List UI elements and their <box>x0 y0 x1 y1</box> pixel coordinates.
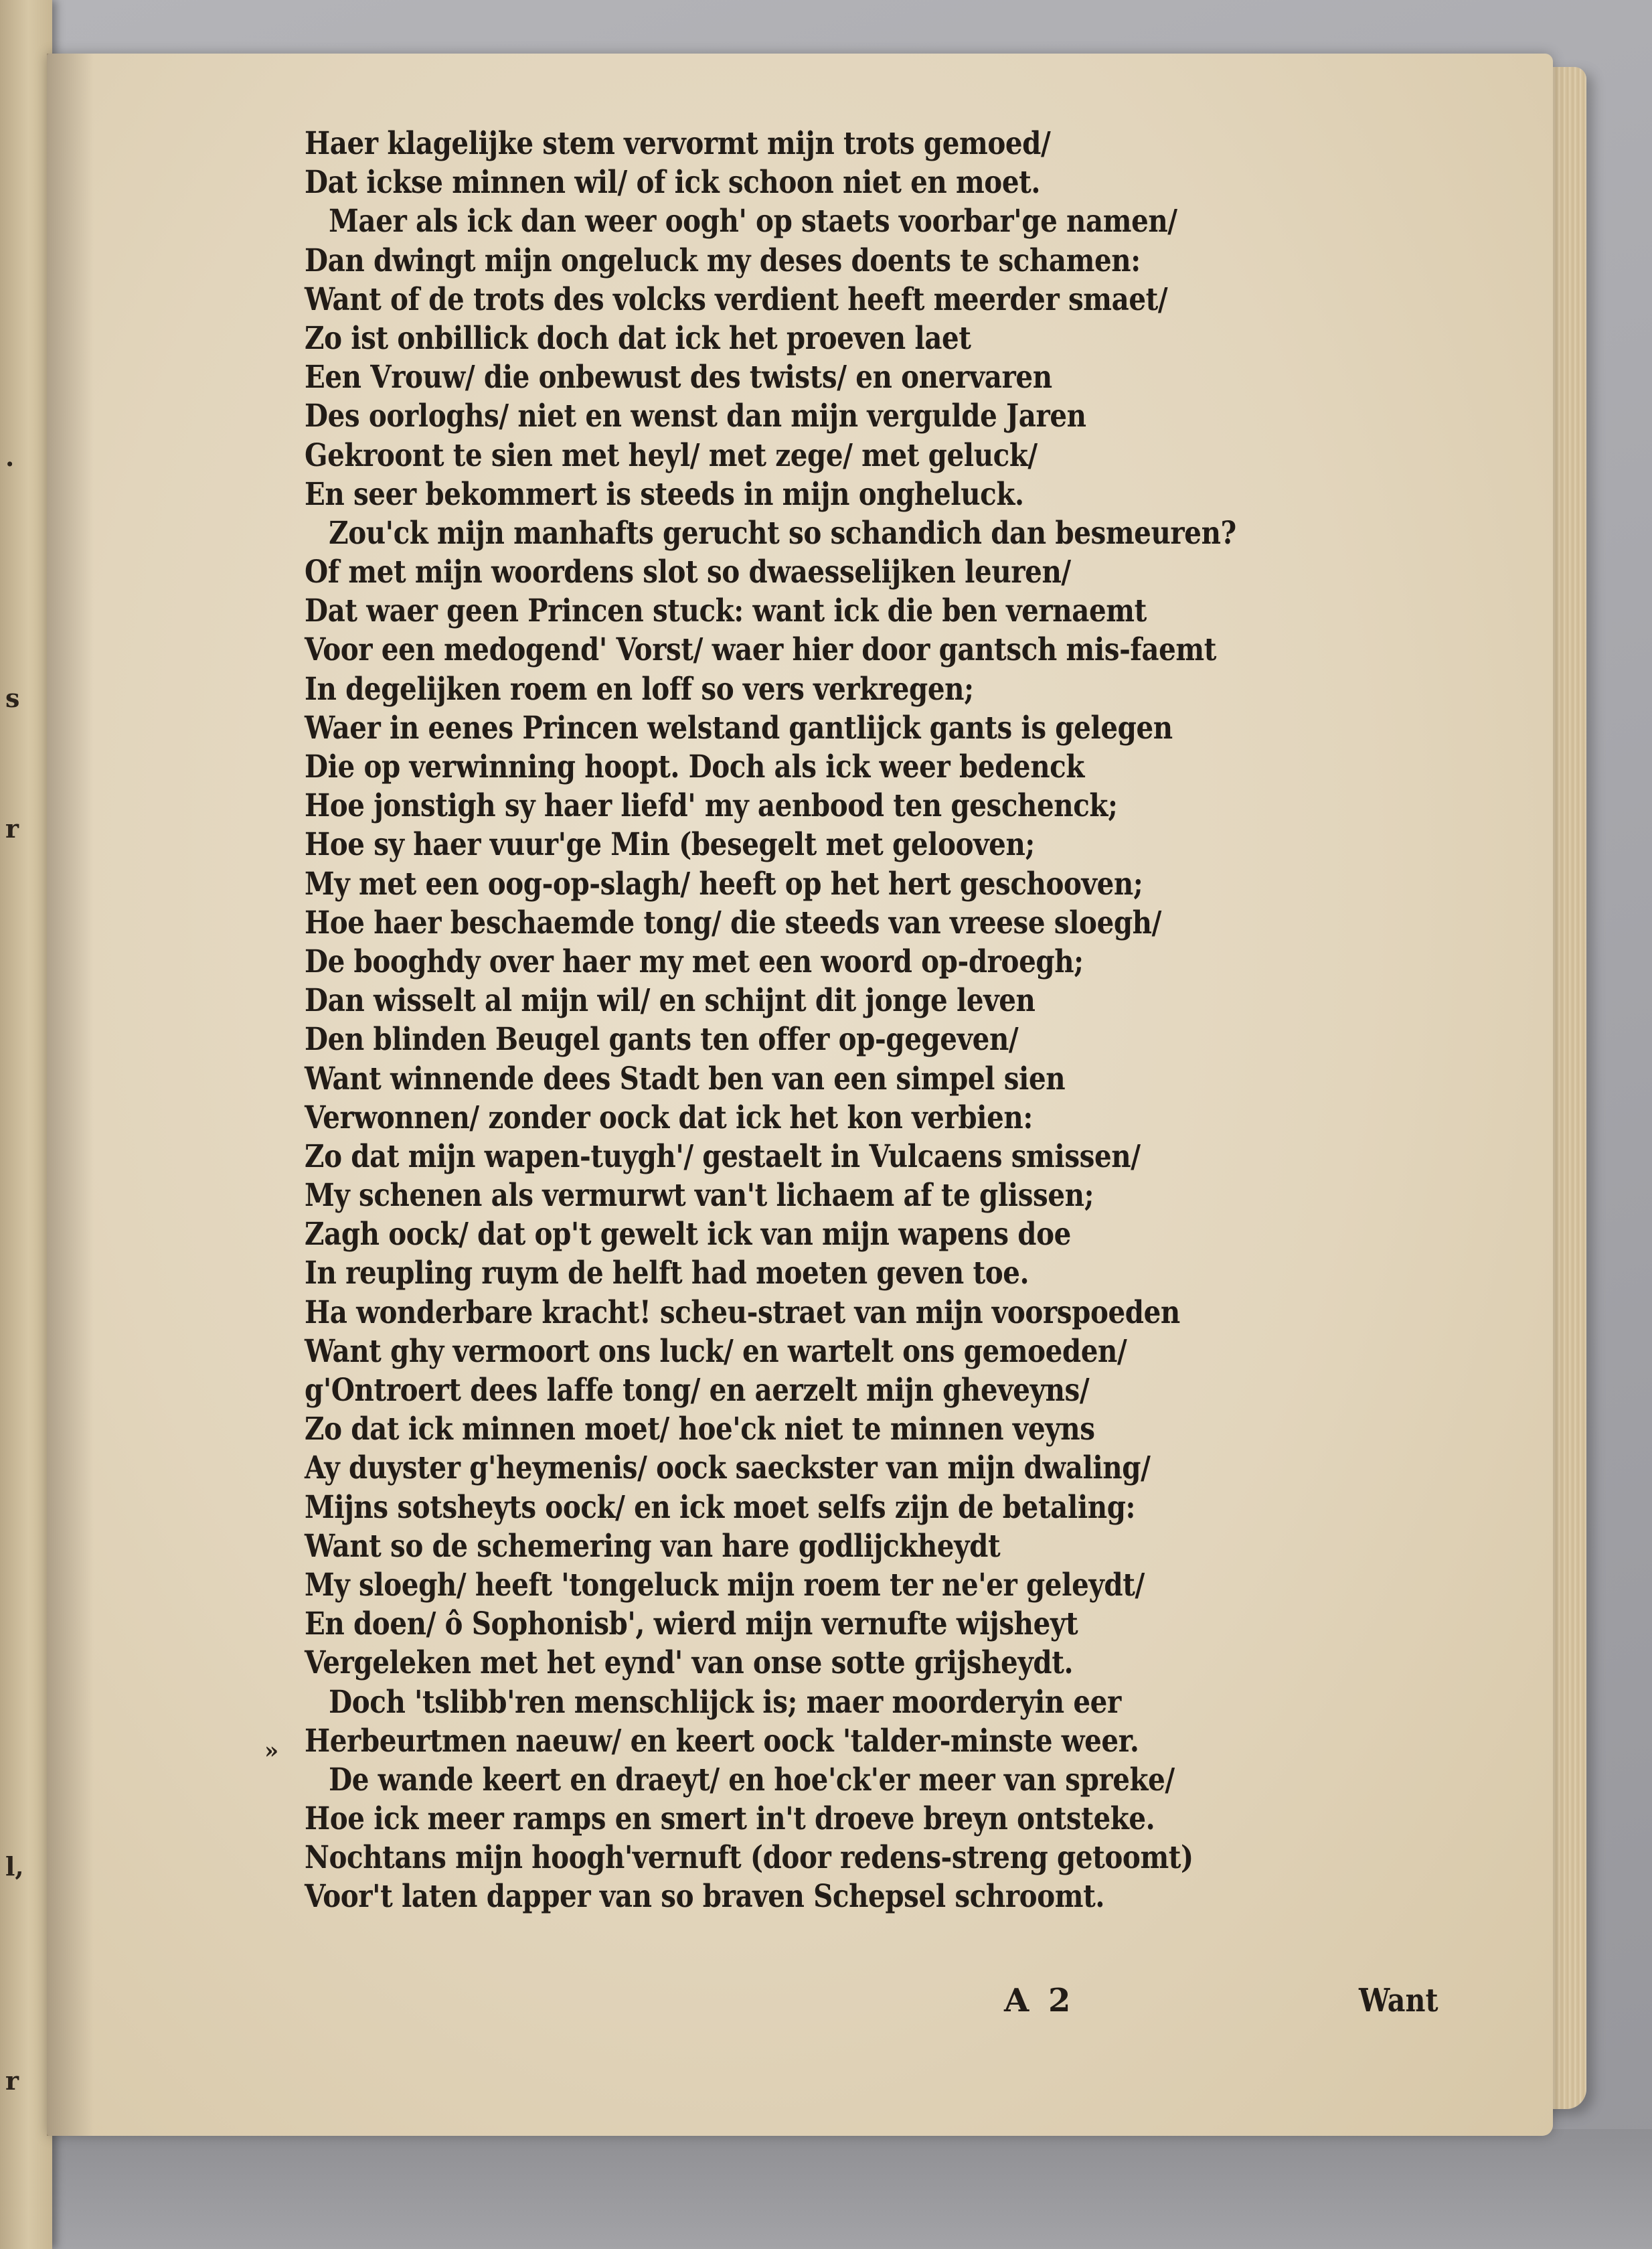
verse-line: Zo dat mijn wapen-tuygh'/ gestaelt in Vulcaens smissen/ <box>305 1138 1141 1175</box>
verse-line: My schenen als vermurwt van't lichaem af te glissen; <box>305 1177 1094 1215</box>
verse-line: Die op verwinning hoopt. Doch als ick weer bedenck <box>305 749 1084 785</box>
verse-line: Want so de schemering van hare godlijckheydt <box>305 1527 1001 1565</box>
verse-line: Mijns sotsheyts oock/ en ick moet selfs zijn de betaling: <box>305 1488 1136 1526</box>
verse-line: Zou'ck mijn manhafts gerucht so schandich dan besmeuren? <box>329 514 1236 552</box>
verse-line: Ha wonderbare kracht! scheu-straet van mijn voorspoeden <box>305 1294 1180 1331</box>
table-surface <box>0 2129 1652 2249</box>
verse-line: Hoe sy haer vuur'ge Min (besegelt met gelooven; <box>305 826 1035 864</box>
verse-line: Want of de trots des volcks verdient heeft meerder smaet/ <box>305 281 1168 318</box>
verse-line: Verwonnen/ zonder oock dat ick het kon verbien: <box>305 1099 1033 1136</box>
verse-line: Of met mijn woordens slot so dwaesselijken leuren/ <box>305 554 1071 591</box>
verse-line: Voor een medogend' Vorst/ waer hier door gantsch mis-faemt <box>305 631 1217 669</box>
facing-page-mark: . <box>5 442 15 472</box>
verse-text <box>305 125 1376 1999</box>
verse-line: Zo dat ick minnen moet/ hoe'ck niet te minnen veyns <box>305 1411 1095 1448</box>
verse-line: Dan dwingt mijn ongeluck my deses doents te schamen: <box>305 242 1141 279</box>
verse-line: Want ghy vermoort ons luck/ en wartelt ons gemoeden/ <box>305 1332 1127 1370</box>
signature-mark: A 2 <box>1004 1982 1075 2019</box>
verse-line: Maer als ick dan weer oogh' op staets voorbar'ge namen/ <box>329 203 1177 240</box>
verse-line: Hoe haer beschaemde tong/ die steeds van vreese sloegh/ <box>305 904 1161 941</box>
verse-line: My met een oog-op-slagh/ heeft op het hert geschooven; <box>305 865 1143 903</box>
verse-line: Dan wisselt al mijn wil/ en schijnt dit jonge leven <box>305 982 1036 1020</box>
facing-page-mark: s <box>5 683 20 713</box>
verse-line: Waer in eenes Princen welstand gantlijck gants is gelegen <box>305 709 1173 747</box>
verse-line: Voor't laten dapper van so braven Schepsel schroomt. <box>305 1878 1104 1916</box>
facing-page-mark: r <box>5 2066 19 2096</box>
verse-line: Zo ist onbillick doch dat ick het proeven laet <box>305 319 971 357</box>
verse-line: Nochtans mijn hoogh'vernuft (door redens-streng getoomt) <box>305 1839 1193 1877</box>
verse-line: In reupling ruym de helft had moeten geven toe. <box>305 1255 1029 1292</box>
verse-line: Hoe ick meer ramps en smert in't droeve breyn ontsteke. <box>305 1800 1155 1838</box>
verse-line: Herbeurtmen naeuw/ en keert oock 'talder-minste weer. <box>305 1722 1139 1760</box>
verse-line: Des oorloghs/ niet en wenst dan mijn vergulde Jaren <box>305 398 1086 435</box>
verse-line: Want winnende dees Stadt ben van een simpel sien <box>305 1060 1066 1097</box>
verse-line: Haer klagelijke stem vervormt mijn trots gemoed/ <box>305 125 1051 162</box>
verse-line: Dat ickse minnen wil/ of ick schoon niet en moet. <box>305 164 1041 202</box>
verse-line: Een Vrouw/ die onbewust des twists/ en onervaren <box>305 359 1052 396</box>
verse-line: Zagh oock/ dat op't gewelt ick van mijn wapens doe <box>305 1216 1071 1253</box>
margin-quote-mark: » <box>264 1737 279 1764</box>
verse-line: My sloegh/ heeft 'tongeluck mijn roem ter ne'er geleydt/ <box>305 1566 1145 1604</box>
verse-line: Gekroont te sien met heyl/ met zege/ met geluck/ <box>305 437 1038 474</box>
catchword: Want <box>1359 1982 1438 2019</box>
verse-line: En seer bekommert is steeds in mijn ongheluck. <box>305 475 1024 513</box>
verse-line: De booghdy over haer my met een woord op-droegh; <box>305 943 1084 980</box>
gutter-shadow <box>47 54 94 2136</box>
facing-page-mark: l, <box>5 1851 24 1881</box>
verse-line: Dat waer geen Princen stuck: want ick die ben vernaemt <box>305 593 1147 630</box>
verse-line: In degelijken roem en loff so vers verkregen; <box>305 670 974 708</box>
verse-line: g'Ontroert dees laffe tong/ en aerzelt mijn gheveyns/ <box>305 1372 1090 1409</box>
verse-line: Hoe jonstigh sy haer liefd' my aenbood ten geschenck; <box>305 787 1118 825</box>
verse-line: Den blinden Beugel gants ten offer op-gegeven/ <box>305 1021 1019 1059</box>
verse-line: En doen/ ô Sophonisb', wierd mijn vernufte wijsheyt <box>305 1606 1078 1643</box>
verse-line: Vergeleken met het eynd' van onse sotte grijsheydt. <box>305 1644 1074 1682</box>
facing-page-mark: r <box>5 813 19 844</box>
facing-page-edge <box>0 0 52 2249</box>
verse-line: Ay duyster g'heymenis/ oock saeckster van mijn dwaling/ <box>305 1450 1151 1487</box>
verse-line: Doch 'tslibb'ren menschlijck is; maer moorderyin eer <box>329 1683 1121 1721</box>
verse-line: De wande keert en draeyt/ en hoe'ck'er meer van spreke/ <box>329 1761 1175 1798</box>
